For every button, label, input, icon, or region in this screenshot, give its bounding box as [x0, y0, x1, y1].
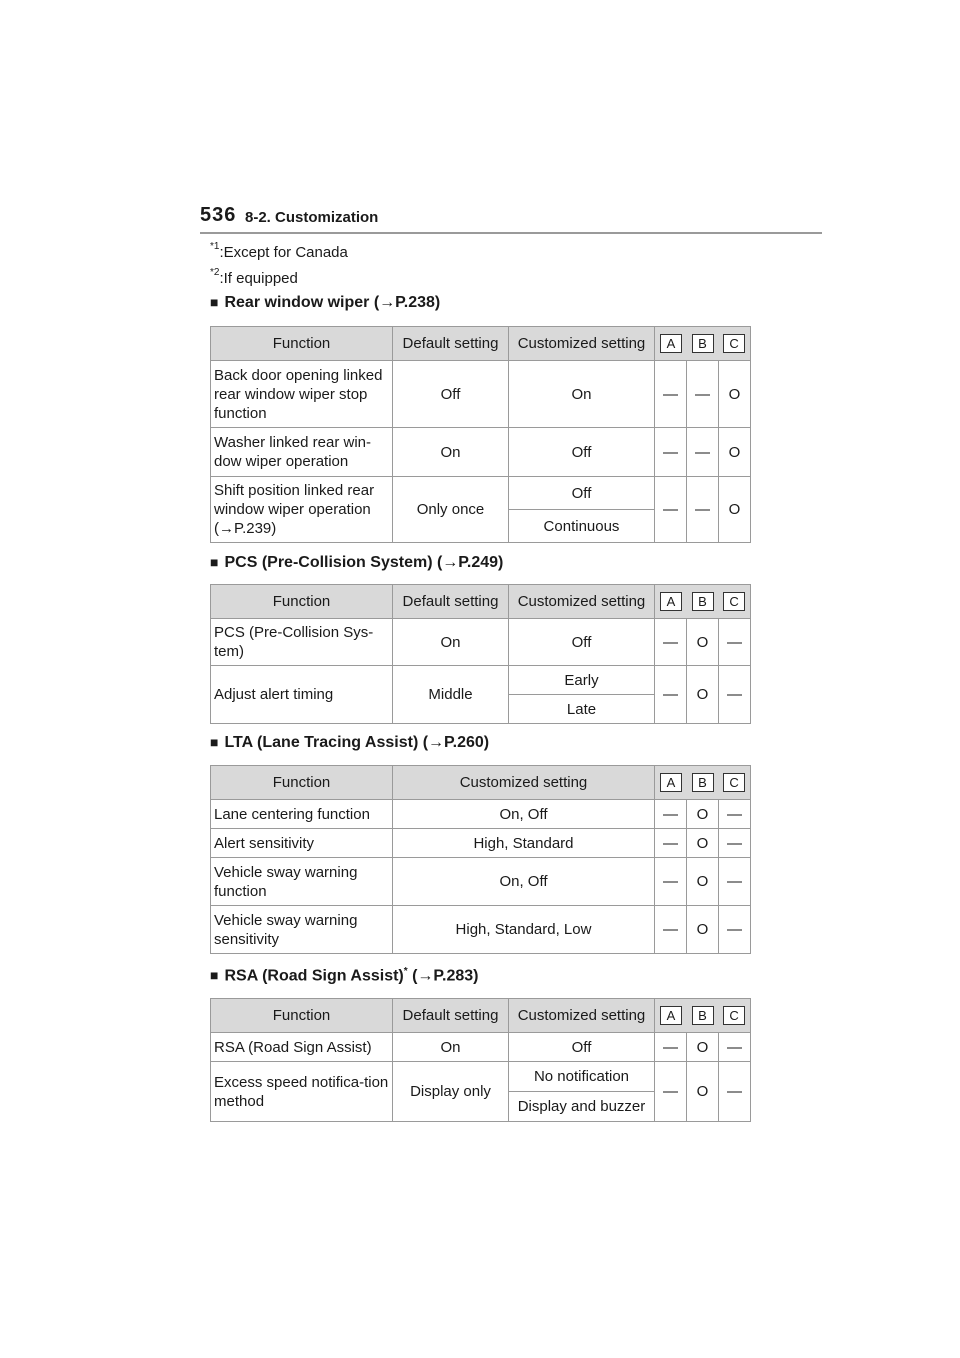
section-title-rear-wiper: ■ Rear window wiper (→P.238): [210, 294, 441, 311]
cell-a: —: [655, 428, 687, 477]
cell-a: —: [655, 800, 687, 829]
cell-c: —: [719, 858, 751, 906]
cell-function: PCS (Pre-Collision Sys-tem): [211, 619, 393, 666]
cell-a: —: [655, 619, 687, 666]
cell-a: —: [655, 858, 687, 906]
chapter-title: 8-2. Customization: [245, 209, 379, 226]
cell-function: Shift position linked rear window wiper operation (→P.239): [211, 477, 393, 543]
cell-function: Vehicle sway warning function: [211, 858, 393, 906]
cell-function: Washer linked rear win-dow wiper operation: [211, 428, 393, 477]
b-box-icon: B: [692, 1006, 714, 1025]
c-box-icon: C: [723, 592, 745, 611]
cell-custom: Display and buzzer: [509, 1092, 655, 1122]
cell-function: Alert sensitivity: [211, 829, 393, 858]
b-box-icon: B: [692, 773, 714, 792]
cell-b: O: [687, 906, 719, 954]
a-box-icon: A: [660, 773, 682, 792]
cell-custom: Off: [509, 1033, 655, 1062]
table-row: [211, 1033, 751, 1062]
cell-b: —: [687, 477, 719, 543]
cell-c: —: [719, 1033, 751, 1062]
cell-custom: Continuous: [509, 510, 655, 543]
cell-c: —: [719, 906, 751, 954]
square-bullet-icon: ■: [210, 554, 219, 570]
cell-function: RSA (Road Sign Assist): [211, 1033, 393, 1062]
table-row: [211, 858, 751, 906]
cell-a: —: [655, 1062, 687, 1122]
cell-custom: Early: [509, 666, 655, 695]
cell-custom: On: [509, 361, 655, 428]
cell-default: On: [393, 428, 509, 477]
cell-b: O: [687, 1062, 719, 1122]
cell-custom: No notification: [509, 1062, 655, 1092]
rsa-table: [210, 998, 751, 1122]
square-bullet-icon: ■: [210, 294, 219, 310]
cell-function: Lane centering function: [211, 800, 393, 829]
cell-c: —: [719, 829, 751, 858]
table-row: [211, 666, 751, 695]
cell-function: Vehicle sway warning sensitivity: [211, 906, 393, 954]
header-function: Function: [211, 999, 393, 1033]
section-title-lta: ■ LTA (Lane Tracing Assist) (→P.260): [210, 734, 490, 751]
cell-b: O: [687, 800, 719, 829]
page-number: 536: [200, 204, 237, 226]
cell-b: O: [687, 1033, 719, 1062]
cell-b: O: [687, 666, 719, 724]
cell-custom: On, Off: [393, 858, 655, 906]
cell-c: —: [719, 1062, 751, 1122]
cell-default: On: [393, 619, 509, 666]
header-abc: [655, 327, 751, 361]
header-function: Function: [211, 766, 393, 800]
cell-a: —: [655, 361, 687, 428]
table-row: [211, 428, 751, 477]
footnote-mark: *1: [210, 241, 220, 252]
cell-b: O: [687, 858, 719, 906]
cell-c: O: [719, 477, 751, 543]
table-row: [211, 361, 751, 428]
header-abc: [655, 999, 751, 1033]
cell-custom: High, Standard: [393, 829, 655, 858]
cell-a: —: [655, 906, 687, 954]
lta-table: [210, 765, 751, 954]
section-title-pcs: ■ PCS (Pre-Collision System) (→P.249): [210, 554, 504, 571]
footnote-mark: *2: [210, 267, 220, 278]
header-function: Function: [211, 327, 393, 361]
header-default: Default setting: [393, 585, 509, 619]
cell-b: O: [687, 619, 719, 666]
cell-a: —: [655, 829, 687, 858]
footnote-2: [210, 269, 298, 287]
cell-function: Back door opening linked rear window wiper stop function: [211, 361, 393, 428]
a-box-icon: A: [660, 334, 682, 353]
cell-c: —: [719, 619, 751, 666]
footnote-1: [210, 243, 348, 261]
header-abc: [655, 585, 751, 619]
c-box-icon: C: [723, 334, 745, 353]
table-row: [211, 829, 751, 858]
cell-custom: Off: [509, 477, 655, 510]
b-box-icon: B: [692, 334, 714, 353]
cell-a: —: [655, 666, 687, 724]
header-abc: [655, 766, 751, 800]
table-header-row: [211, 585, 751, 619]
a-box-icon: A: [660, 592, 682, 611]
cell-c: O: [719, 361, 751, 428]
cell-custom: Off: [509, 619, 655, 666]
b-box-icon: B: [692, 592, 714, 611]
header-function: Function: [211, 585, 393, 619]
cell-default: Only once: [393, 477, 509, 543]
table-header-row: [211, 999, 751, 1033]
table-row: [211, 619, 751, 666]
cell-default: On: [393, 1033, 509, 1062]
cell-c: —: [719, 666, 751, 724]
header-default: Default setting: [393, 999, 509, 1033]
cell-custom: Off: [509, 428, 655, 477]
cell-default: Display only: [393, 1062, 509, 1122]
c-box-icon: C: [723, 773, 745, 792]
cell-default: Off: [393, 361, 509, 428]
cell-custom: On, Off: [393, 800, 655, 829]
header-custom: Customized setting: [509, 585, 655, 619]
cell-c: O: [719, 428, 751, 477]
rear-wiper-table: [210, 326, 751, 543]
cell-default: Middle: [393, 666, 509, 724]
a-box-icon: A: [660, 1006, 682, 1025]
section-title-rsa: ■ RSA (Road Sign Assist)* (→P.283): [210, 966, 479, 985]
cell-b: —: [687, 361, 719, 428]
pcs-table: [210, 584, 751, 724]
cell-function: Excess speed notifica-tion method: [211, 1062, 393, 1122]
header-default: Default setting: [393, 327, 509, 361]
table-header-row: [211, 766, 751, 800]
header-divider: [200, 232, 822, 234]
header-custom: Customized setting: [393, 766, 655, 800]
square-bullet-icon: ■: [210, 967, 219, 984]
footnote-text: :Except for Canada: [219, 244, 348, 261]
cell-a: —: [655, 477, 687, 543]
table-row: [211, 906, 751, 954]
cell-b: —: [687, 428, 719, 477]
cell-custom: Late: [509, 695, 655, 724]
table-row: [211, 1062, 751, 1092]
cell-custom: High, Standard, Low: [393, 906, 655, 954]
square-bullet-icon: ■: [210, 734, 219, 750]
c-box-icon: C: [723, 1006, 745, 1025]
table-row: [211, 800, 751, 829]
cell-a: —: [655, 1033, 687, 1062]
table-header-row: [211, 327, 751, 361]
table-row: [211, 477, 751, 510]
header-custom: Customized setting: [509, 999, 655, 1033]
cell-function: Adjust alert timing: [211, 666, 393, 724]
cell-b: O: [687, 829, 719, 858]
footnote-text: :If equipped: [219, 270, 298, 287]
cell-c: —: [719, 800, 751, 829]
header-custom: Customized setting: [509, 327, 655, 361]
